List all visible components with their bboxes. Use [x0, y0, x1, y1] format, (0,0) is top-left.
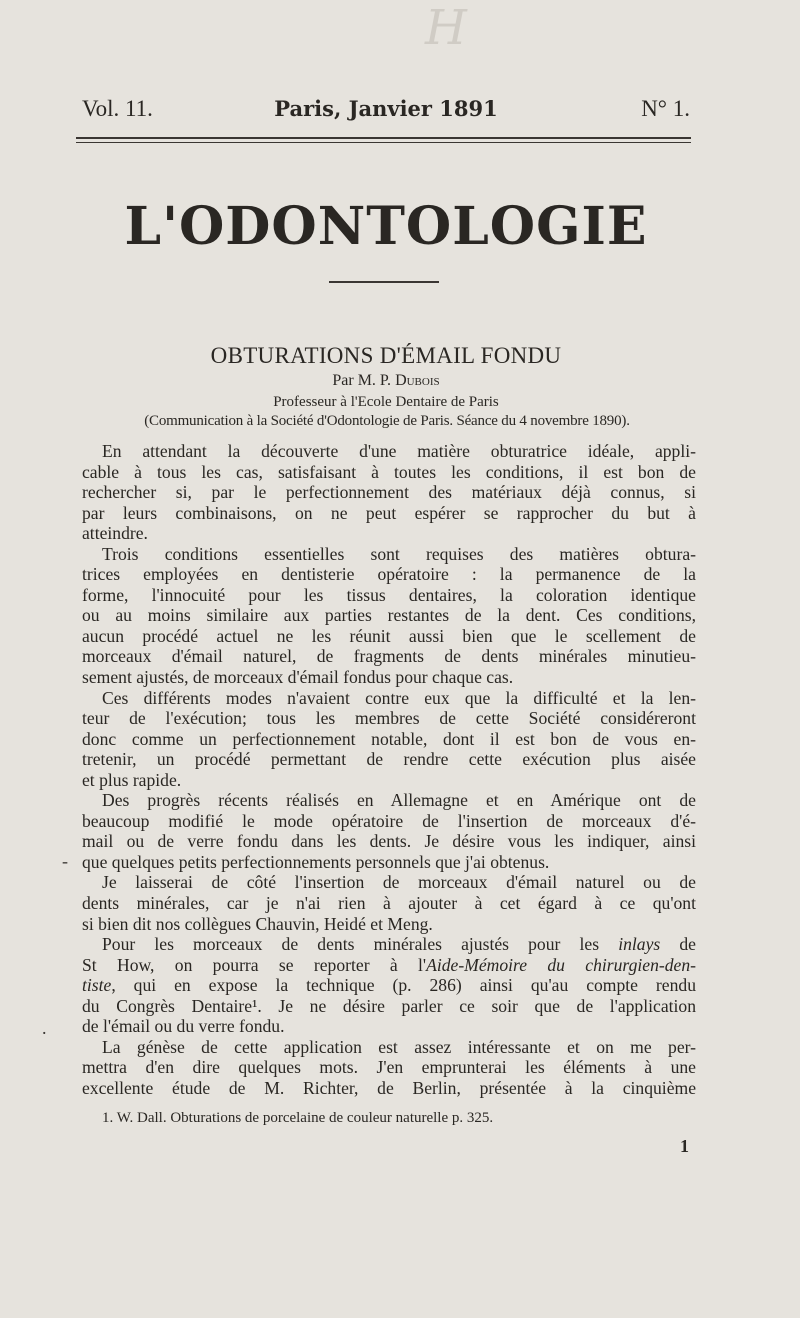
- text-line: Ces différents modes n'avaient contre eux que la difficulté et la len-: [102, 687, 696, 708]
- text-line: beaucoup modifié le mode opératoire de l'insertion de morceaux d'é-: [82, 810, 696, 831]
- text-line: dents minérales, car je n'ai rien à ajouter à cet égard à ce qu'ont: [82, 893, 696, 914]
- author-affiliation: Professeur à l'Ecole Dentaire de Paris: [273, 394, 499, 410]
- text-line: La génèse de cette application est assez intéressante et on me per-: [102, 1036, 696, 1057]
- text-line: En attendant la découverte d'une matière obturatrice idéale, appli-: [102, 441, 696, 461]
- issue-number: N° 1.: [641, 96, 690, 121]
- text-line: de l'émail ou du verre fondu.: [82, 1016, 285, 1037]
- italic-title-end: tiste: [82, 975, 112, 996]
- author-name: Dubois: [395, 372, 440, 389]
- text-line: mettra d'en dire quelques mots. J'en emprunterai les éléments à une: [82, 1057, 696, 1078]
- header-rule-thick: [76, 137, 691, 139]
- text-line: morceaux d'émail naturel, de fragments de dents minérales minutieu-: [82, 646, 696, 667]
- text-line: [82, 955, 696, 976]
- text-line: Trois conditions essentielles sont requises des matières obtura-: [102, 543, 696, 564]
- margin-mark: .: [42, 1018, 47, 1038]
- text-line: trices employées en dentisterie opératoire : la permanence de la: [82, 564, 696, 585]
- text-line: excellente étude de M. Richter, de Berlin, présentée à la cinquième: [82, 1077, 696, 1098]
- text-line: sement ajustés, de morceaux d'émail fondus pour chaque cas.: [82, 667, 514, 688]
- text-line: que quelques petits perfectionnements personnels que j'ai obtenus.: [82, 851, 550, 872]
- text-line: si bien dit nos collègues Chauvin, Heidé et Meng.: [82, 913, 433, 934]
- text-line: atteindre.: [82, 523, 148, 544]
- text-fragment: Pour les morceaux de dents minérales ajustés pour les: [102, 934, 619, 955]
- text-line: par leurs combinaisons, on ne peut espérer se rapprocher du but à: [82, 502, 696, 523]
- article-body: [82, 441, 696, 1099]
- text-line: teur de l'exécution; tous les membres de cette Société considéreront: [82, 708, 696, 729]
- text-line: ou au moins similaire aux parties restantes de la dent. Ces conditions,: [82, 605, 696, 626]
- page-signature: 1: [680, 1136, 689, 1156]
- text-line: [82, 975, 696, 996]
- text-line: aucun procédé actuel ne les réunit aussi bien que le scellement de: [82, 625, 696, 646]
- footnote: 1. W. Dall. Obturations de porcelaine de couleur naturelle p. 325.: [102, 1110, 494, 1126]
- running-header: [82, 96, 690, 132]
- text-line: tretenir, un procédé permettant de rendre cette exécution plus aisée: [82, 749, 696, 770]
- text-line: forme, l'innocuité pour les tissus dentaires, la coloration identique: [82, 584, 696, 605]
- text-line: Des progrès récents réalisés en Allemagne et en Amérique ont de: [102, 790, 696, 811]
- issue-date: Paris, Janvier 1891: [274, 96, 498, 121]
- text-line: cable à tous les cas, satisfaisant à toutes les conditions, il est bon de: [82, 461, 696, 482]
- header-rule-thin: [76, 142, 691, 143]
- italic-title: Aide-Mémoire du chirurgien-den-: [426, 954, 696, 975]
- title-divider: [329, 281, 439, 283]
- library-monogram: H: [425, 0, 461, 56]
- author-prefix: Par M. P.: [332, 372, 396, 389]
- text-line: et plus rapide.: [82, 769, 182, 790]
- text-line: rechercher si, par le perfectionnement des matériaux déjà connus, si: [82, 482, 696, 503]
- text-line: Je laisserai de côté l'insertion de morceaux d'émail naturel ou de: [102, 872, 696, 893]
- article-title: OBTURATIONS D'ÉMAIL FONDU: [210, 343, 562, 368]
- text-line: donc comme un perfectionnement notable, dont il est bon de vous en-: [82, 728, 696, 749]
- italic-term: inlays: [618, 934, 661, 955]
- text-line: [82, 934, 696, 955]
- text-fragment: St How, on pourra se reporter à l': [82, 954, 427, 975]
- margin-mark: -: [62, 851, 68, 871]
- text-fragment: , qui en expose la technique (p. 286) ainsi qu'au compte rendu: [111, 975, 696, 996]
- author-line: [82, 372, 690, 390]
- text-fragment: de: [660, 934, 696, 955]
- volume-label: Vol. 11.: [82, 96, 153, 121]
- communication-note: (Communication à la Société d'Odontologie de Paris. Séance du 4 novembre 1890).: [144, 413, 630, 429]
- text-line: du Congrès Dentaire¹. Je ne désire parler ce soir que de l'application: [82, 995, 696, 1016]
- journal-title: L'ODONTOLOGIE: [124, 196, 648, 257]
- text-line: mail ou de verre fondu dans les dents. Je désire vous les indiquer, ainsi: [82, 831, 696, 852]
